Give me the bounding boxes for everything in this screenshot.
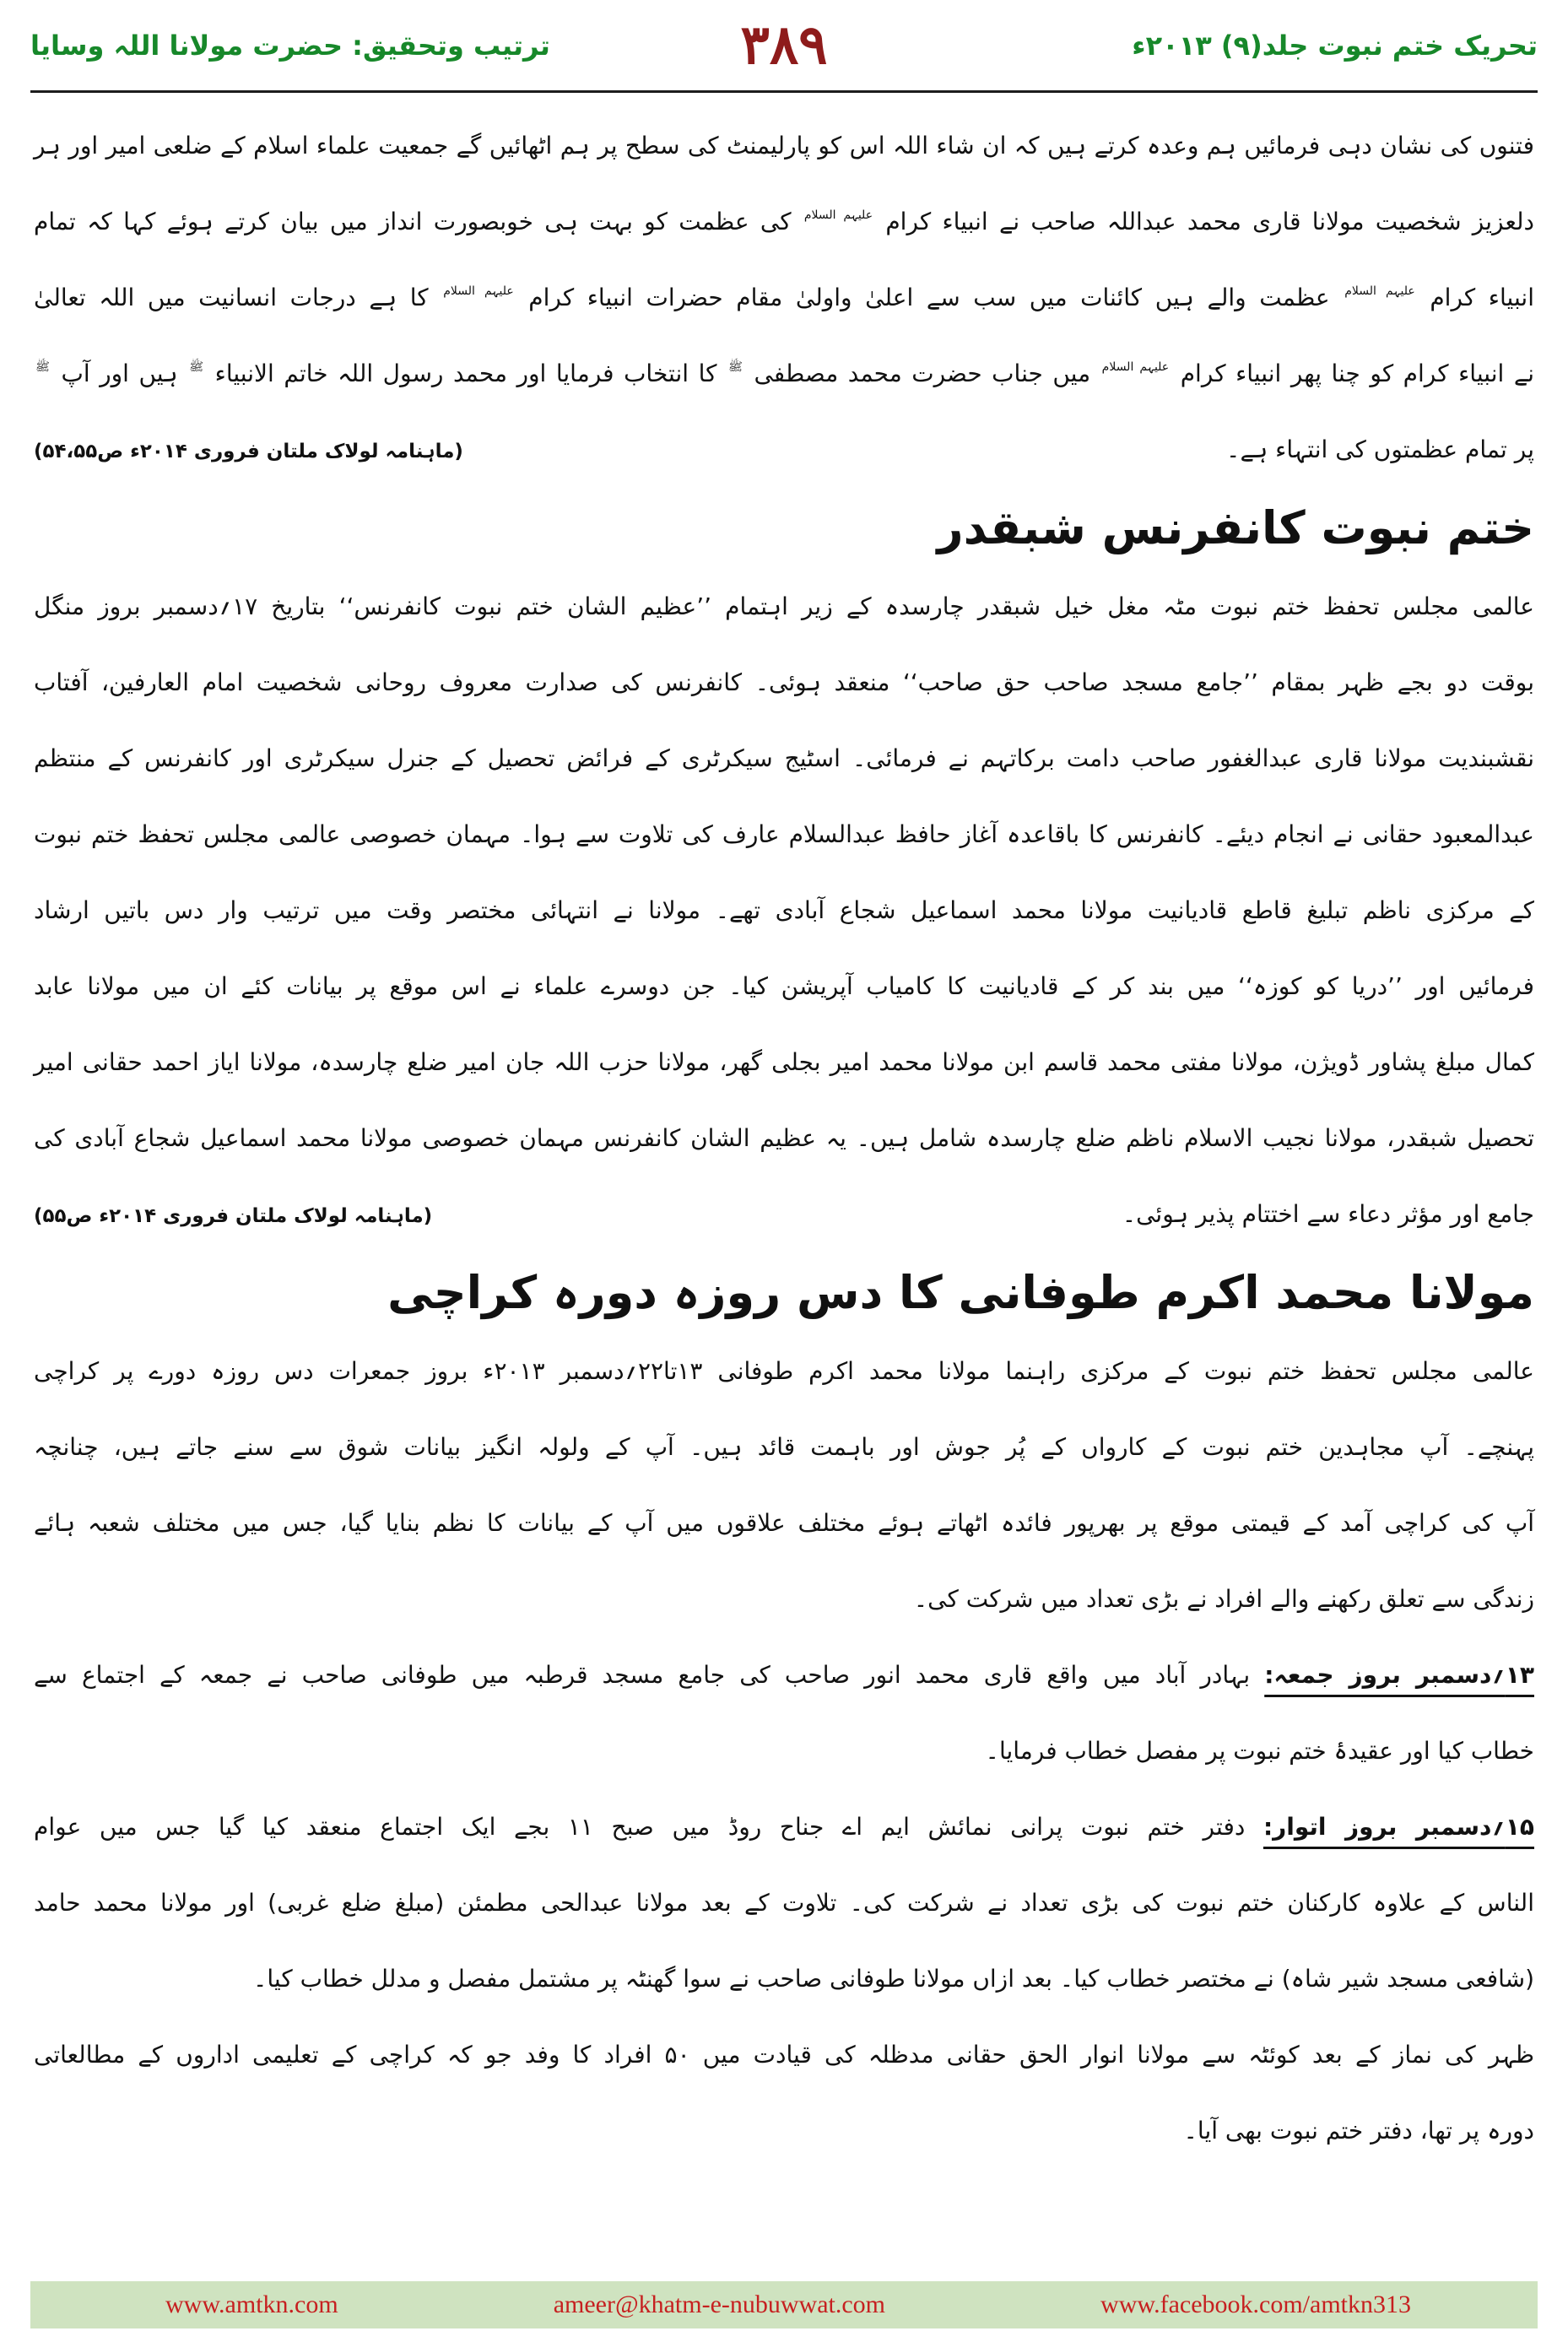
text-line: [34, 1333, 1534, 1409]
honorific-mark: علیہم السلام: [1101, 360, 1170, 374]
text-run: فتنوں کی نشان دہی فرمائیں ہم وعدہ کرتے ہیں کہ ان شاء اللہ اس کو پارلیمنٹ کی سطح پر ہم اٹھائیں گے جمعیت علماء اسلام کے ضلعی امیر اور ہر: [34, 132, 1534, 160]
line-text: [34, 1048, 1534, 1076]
line-text: [253, 1941, 1534, 2017]
text-line: [34, 873, 1534, 949]
text-run: دفتر ختم نبوت پرانی نمائش ایم اے جناح روڈ میں صبح ۱۱ بجے ایک اجتماع منعقد کیا گیا جس میں عوام: [34, 1813, 1263, 1841]
honorific-mark: ﷺ: [35, 360, 50, 374]
honorific-mark: علیہم السلام: [443, 284, 514, 298]
text-run: ہیں اور آپ: [51, 360, 188, 387]
text-run: بوقت دو بجے ظہر بمقام ’’جامع مسجد صاحب حق صاحب‘‘ منعقد ہوئی۔ کانفرنس کی صدارت معروف روحانی شخصیت امام العارفین، آفتاب: [34, 668, 1534, 696]
line-text: [34, 592, 1534, 620]
text-line: [34, 1637, 1534, 1713]
page-footer: [30, 2281, 1538, 2328]
compiler-credit: ترتیب وتحقیق: حضرت مولانا اللہ وسایا: [30, 29, 550, 62]
text-line: [34, 949, 1534, 1025]
text-line: [34, 1409, 1534, 1485]
text-run: کمال مبلغ پشاور ڈویژن، مولانا مفتی محمد قاسم ابن مولانا محمد امیر بجلی گھر، مولانا حزب اللہ جان امیر ضلع چارسدہ، مولانا ایاز احمد حقانی امیر: [34, 1048, 1534, 1076]
text-line: [34, 1713, 1534, 1789]
line-text: [34, 132, 1534, 160]
text-run: دلعزیز شخصیت مولانا قاری محمد عبداللہ صاحب نے انبیاء کرام: [874, 208, 1535, 235]
text-line: [34, 1025, 1534, 1101]
honorific-mark: علیہم السلام: [1344, 284, 1415, 298]
honorific-mark: علیہم السلام: [803, 208, 873, 222]
text-run: دورہ پر تھا، دفتر ختم نبوت بھی آیا۔: [1183, 2117, 1534, 2145]
text-line: [34, 184, 1534, 260]
text-run: عبدالمعبود حقانی نے انجام دیئے۔ کانفرنس کا باقاعدہ آغاز حافظ عبدالسلام عارف کی تلاوت سے ہوا۔ مہمان خصوصی عالمی مجلس تحفظ ختم نبوت: [34, 820, 1534, 848]
section-heading: ختم نبوت کانفرنس شبقدر: [937, 501, 1534, 554]
text-line: [34, 108, 1534, 184]
text-line: [34, 336, 1534, 412]
page-number: ۳۸۹: [740, 14, 828, 77]
paragraph: [34, 1789, 1534, 2017]
line-text: [1122, 1176, 1534, 1252]
line-text: [914, 1561, 1534, 1637]
line-text: [34, 820, 1534, 848]
text-line: [34, 1101, 1534, 1176]
line-text: [34, 1433, 1534, 1461]
section-heading: مولانا محمد اکرم طوفانی کا دس روزہ دورہ کراچی: [387, 1266, 1534, 1319]
date-label: ۱۳؍دسمبر بروز جمعہ:: [1264, 1661, 1534, 1689]
text-run: نقشبندیت مولانا قاری عبدالغفور صاحب دامت برکاتہم نے فرمائی۔ اسٹیج سیکرٹری کے فرائض تحصیل کے جنرل سیکرٹری اور کانفرنس کے منتظم: [34, 744, 1534, 772]
date-label: ۱۵؍دسمبر بروز اتوار:: [1263, 1813, 1535, 1841]
text-run: عالمی مجلس تحفظ ختم نبوت کے مرکزی راہنما مولانا محمد اکرم طوفانی ۱۳تا۲۲؍دسمبر ۲۰۱۳ء بروز جمعرات دس روزہ دورے پر کراچی: [34, 1357, 1534, 1385]
text-run: کی عظمت کو بہت ہی خوبصورت انداز میں بیان کرتے ہوئے کہا کہ تمام: [34, 208, 803, 235]
text-line: [34, 2093, 1534, 2169]
text-line: [34, 569, 1534, 645]
honorific-mark: ﷺ: [728, 360, 743, 374]
footer-facebook: www.facebook.com/amtkn313: [1100, 2291, 1411, 2318]
line-text: [34, 744, 1534, 772]
text-line: [34, 1941, 1534, 2017]
text-line: [34, 1176, 1534, 1252]
text-line: [34, 260, 1534, 336]
text-run: عالمی مجلس تحفظ ختم نبوت مٹہ مغل خیل شبقدر چارسدہ کے زیر اہتمام ’’عظیم الشان ختم نبوت کانفرنس‘‘ بتاریخ ۱۷؍دسمبر بروز منگل: [34, 592, 1534, 620]
text-run: میں جناب حضرت محمد مصطفی: [743, 360, 1100, 387]
paragraph: [34, 2017, 1534, 2169]
honorific-mark: ﷺ: [189, 360, 204, 374]
text-line: [34, 797, 1534, 873]
text-line: [34, 1485, 1534, 1561]
text-run: آپ کی کراچی آمد کے قیمتی موقع پر بھرپور فائدہ اٹھاتے ہوئے مختلف علاقوں میں آپ کے بیانات کا نظم بنایا گیا، جس میں مختلف شعبہ ہائے: [34, 1509, 1534, 1537]
footer-email: ameer@khatm-e-nubuwwat.com: [553, 2291, 886, 2318]
text-run: بہادر آباد میں واقع قاری محمد انور صاحب کی جامع مسجد قرطبہ میں طوفانی صاحب نے جمعہ کے اجتماع سے: [34, 1661, 1265, 1689]
text-line: [34, 2017, 1534, 2093]
text-line: [34, 412, 1534, 488]
line-text: [34, 1509, 1534, 1537]
line-text: [986, 1713, 1534, 1789]
source-citation: (ماہنامہ لولاک ملتان فروری ۲۰۱۴ء ص۵۴،۵۵): [34, 441, 463, 462]
line-text: [34, 2041, 1534, 2069]
line-text: [34, 668, 1534, 696]
text-run: زندگی سے تعلق رکھنے والے افراد نے بڑی تعداد میں شرکت کی۔: [913, 1585, 1534, 1613]
line-text: [1226, 412, 1534, 488]
text-run: الناس کے علاوہ کارکنان ختم نبوت کی بڑی تعداد نے شرکت کی۔ تلاوت کے بعد مولانا عبدالحی مطمئن (مبلغ ضلع غربی) اور مولانا محمد حامد: [34, 1889, 1534, 1917]
text-run: خطاب کیا اور عقیدۂ ختم نبوت پر مفصل خطاب فرمایا۔: [985, 1737, 1534, 1765]
text-run: ظہر کی نماز کے بعد کوئٹہ سے مولانا انوار الحق حقانی مدظلہ کی قیادت میں ۵۰ افراد کا وفد جو کہ کراچی کے تعلیمی اداروں کے مطالعاتی: [34, 2041, 1535, 2069]
text-run: تحصیل شبقدر، مولانا نجیب الاسلام ناظم ضلع چارسدہ شامل ہیں۔ یہ عظیم الشان کانفرنس مہمان خصوصی مولانا محمد اسماعیل شجاع آبادی کی: [34, 1124, 1534, 1152]
line-text: [34, 1357, 1534, 1385]
running-header: [30, 0, 1538, 93]
line-text: [34, 1661, 1534, 1689]
text-run: فرمائیں اور ’’دریا کو کوزہ‘‘ میں بند کر کے قادیانیت کا کامیاب آپریشن کیا۔ جن دوسرے علماء نے اس موقع پر بیانات کئے ان میں مولانا عابد: [34, 972, 1534, 1000]
line-text: [34, 284, 1534, 311]
text-run: نے انبیاء کرام کو چنا پھر انبیاء کرام: [1171, 360, 1535, 387]
text-line: [34, 1789, 1534, 1865]
line-text: [34, 972, 1534, 1000]
text-run: کے مرکزی ناظم تبلیغ قاطع قادیانیت مولانا محمد اسماعیل شجاع آبادی تھے۔ مولانا نے انتہائی مختصر وقت میں ترتیب وار دس باتیں ارشاد: [34, 896, 1534, 924]
line-text: [34, 1813, 1534, 1841]
text-line: [34, 721, 1534, 797]
text-run: پر تمام عظمتوں کی انتہاء ہے۔: [1226, 435, 1534, 463]
paragraph: [34, 1333, 1534, 1637]
line-text: [34, 360, 1534, 387]
text-run: انبیاء کرام: [1416, 284, 1534, 311]
paragraph: [34, 1637, 1534, 1789]
footer-website: www.amtkn.com: [165, 2291, 338, 2318]
text-line: [34, 645, 1534, 721]
paragraph: [34, 108, 1534, 488]
paragraph: [34, 569, 1534, 1252]
text-line: [34, 1561, 1534, 1637]
text-run: کا ہے درجات انسانیت میں اللہ تعالیٰ: [34, 284, 442, 311]
text-run: کا انتخاب فرمایا اور محمد رسول اللہ خاتم الانبیاء: [205, 360, 727, 387]
text-run: عظمت والے ہیں کائنات میں سب سے اعلیٰ واولیٰ مقام حضرات انبیاء کرام: [515, 284, 1344, 311]
line-text: [1184, 2093, 1535, 2169]
page-body: [34, 108, 1534, 2169]
line-text: [34, 1124, 1534, 1152]
text-run: (شافعی مسجد شیر شاہ) نے مختصر خطاب کیا۔ بعد ازاں مولانا طوفانی صاحب نے سوا گھنٹہ پر مشتمل مفصل و مدلل خطاب کیا۔: [252, 1965, 1534, 1993]
text-run: پہنچے۔ آپ مجاہدین ختم نبوت کے کارواں کے پُر جوش اور باہمت قائد ہیں۔ آپ کے ولولہ انگیز بیانات شوق سے سنے جاتے ہیں، چنانچہ: [34, 1433, 1534, 1461]
volume-title: تحریک ختم نبوت جلد(۹) ۲۰۱۳ء: [1132, 29, 1538, 62]
text-run: جامع اور مؤثر دعاء سے اختتام پذیر ہوئی۔: [1122, 1200, 1534, 1228]
line-text: [34, 208, 1534, 235]
text-line: [34, 1865, 1534, 1941]
line-text: [34, 896, 1534, 924]
line-text: [34, 1889, 1534, 1917]
source-citation: (ماہنامہ لولاک ملتان فروری ۲۰۱۴ء ص۵۵): [34, 1205, 433, 1227]
